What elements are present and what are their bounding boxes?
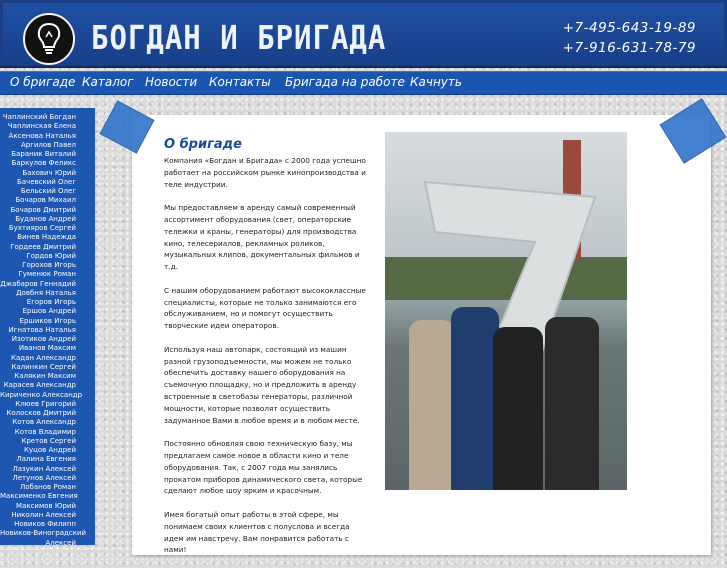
person-3	[493, 327, 543, 490]
paragraph: Постоянно обновляя свою техническую базу, мы предлагаем самое новое в области кино и теле оборудования. Так, с 2007 года мы занялись прокатом приборов динамического света, которые сделают любое шоу ярким и красочным.	[164, 439, 363, 496]
sidebar-member-link[interactable]: Чаплинская Елена	[7, 122, 76, 131]
sidebar-member-link[interactable]: Николин Алексей	[11, 510, 76, 519]
sidebar-member-link[interactable]: Колосков Дмитрий	[6, 409, 76, 417]
sidebar-member-link[interactable]: Новиков-Виноградский	[0, 529, 87, 538]
sidebar-member-link[interactable]: Бухтияров Сергей	[8, 224, 76, 232]
sidebar-member-link[interactable]: Клюев Григорий	[15, 399, 76, 408]
paragraph: Имея богатый опыт работы в этой сфере, мы понимаем своих клиентов с полуслова и всегда идем им навстречу. Вам понравится работать с нами!	[164, 509, 350, 555]
sidebar-member-link[interactable]: Гордов Юрий	[26, 251, 76, 260]
sidebar-member-link[interactable]: Бахович Юрий	[22, 168, 76, 177]
sidebar-member-link[interactable]: Винев Надежда	[17, 233, 76, 242]
sidebar-member-link[interactable]: Лобанов Роман	[19, 483, 76, 491]
team-sidebar	[0, 108, 95, 545]
sidebar-member-link[interactable]: Джабаров Геннадий	[0, 279, 76, 288]
sidebar-member-link[interactable]: Бочаров Михаил	[15, 196, 76, 205]
sidebar-member-link[interactable]: Кретов Сергей	[21, 436, 76, 445]
sidebar-member-link[interactable]: Игнатова Наталья	[8, 325, 76, 334]
sidebar-member-link[interactable]: Лазукин Алексей	[12, 464, 76, 473]
sidebar-member-link[interactable]: Гордеев Дмитрий	[10, 242, 76, 251]
sidebar-member-link[interactable]: Калинкин Сергей	[11, 362, 76, 371]
sidebar-member-link[interactable]: Горохов Игорь	[22, 261, 76, 269]
phone-number-2: +7-916-631-78-79	[562, 40, 696, 56]
sidebar-member-link[interactable]: Куцов Андрей	[23, 446, 76, 454]
sidebar-member-link[interactable]: Гуменюк Роман	[18, 270, 76, 279]
sidebar-member-link[interactable]: Котов Александр	[12, 418, 76, 427]
sidebar-member-link[interactable]: Бельский Олег	[20, 187, 76, 195]
nav-brigade-at-work[interactable]: Бригада на работе	[285, 75, 405, 89]
sidebar-member-link[interactable]: Баркулов Феликс	[11, 159, 76, 168]
sidebar-member-link[interactable]: Ершов Андрей	[22, 307, 76, 316]
sidebar-member-link[interactable]: Максимов Юрий	[16, 501, 76, 510]
team-list	[0, 108, 95, 545]
person-1	[409, 320, 455, 490]
sidebar-member-link[interactable]: Бараник Виталий	[11, 150, 76, 158]
sidebar-member-link[interactable]: Новиков Филипп	[14, 520, 76, 528]
person-4	[545, 317, 599, 490]
nav-news[interactable]: Новости	[145, 75, 198, 89]
phone-number-1: +7-495-643-19-89	[562, 20, 696, 36]
paragraph: Компания «Богдан и Бригада» с 2000 года успешно работает на российском рынке кинопроизводства и теле индустрии.	[164, 156, 366, 189]
sidebar-member-link[interactable]: Буданов Андрей	[15, 214, 76, 223]
site-header	[0, 0, 727, 68]
sidebar-member-link[interactable]: Довбня Наталья	[16, 288, 76, 297]
paragraph: Используя наш автопарк, состоящий из машин разной грузоподъемности, мы можем не только обеспечить доставку нашего оборудования на съемочную площадку, но и предложить в аренду встроенные в светобазы генераторы, различной мощности, которые позволят осуществить задуманное Вами в любое время и в любом месте.	[164, 344, 360, 425]
team-photo	[385, 132, 627, 490]
main-nav	[0, 71, 727, 95]
person-2	[451, 307, 499, 490]
sidebar-member-link[interactable]: Егоров Игорь	[26, 298, 76, 306]
sidebar-member-link[interactable]: Ершиков Игорь	[19, 316, 76, 325]
about-text	[164, 155, 370, 568]
sidebar-member-link[interactable]: Кириченко Александр	[0, 390, 83, 399]
sidebar-member-link[interactable]: Бочаров Дмитрий	[10, 205, 76, 214]
sidebar-member-link[interactable]: Иванов Максим	[18, 344, 76, 353]
sidebar-member-link[interactable]: Лалина Евгения	[16, 455, 76, 464]
sidebar-member-link[interactable]: Бачевский Олег	[16, 177, 76, 186]
paragraph: Мы предоставляем в аренду самый современный ассортимент оборудования (свет, операторские тележки и краны, генераторы) для производства кино, телесериалов, рекламных роликов, музыкальных клипов, документальных фильмов и т.д.	[164, 203, 360, 272]
sidebar-member-link[interactable]: Аргилов Павел	[20, 140, 76, 149]
nav-catalog[interactable]: Каталог	[82, 75, 134, 89]
sidebar-member-link[interactable]: Максименко Евгения	[0, 492, 78, 501]
sidebar-member-link[interactable]: Чаплинский Богдан	[2, 113, 76, 121]
sidebar-member-link[interactable]: Изотиков Андрей	[11, 335, 76, 343]
header-banner	[3, 3, 724, 63]
sidebar-member-link[interactable]: Котов Владимир	[14, 427, 76, 436]
nav-contacts[interactable]: Контакты	[209, 75, 271, 89]
brand-title[interactable]: БОГДАН И БРИГАДА	[91, 18, 387, 58]
phone-list	[563, 18, 696, 58]
lightbulb-logo-icon[interactable]	[23, 13, 75, 65]
sidebar-member-link[interactable]: Калякин Максим	[14, 372, 76, 380]
nav-about[interactable]: О бригаде	[10, 75, 76, 89]
sidebar-member-link[interactable]: Карасев Александр	[3, 381, 76, 390]
sidebar-member-link[interactable]: Кадан Александр	[11, 353, 76, 362]
sidebar-member-link[interactable]: Аксенова Наталья	[8, 131, 76, 140]
sidebar-member-link[interactable]: Алексей	[45, 538, 76, 545]
sidebar-member-link[interactable]: Летунов Алексей	[12, 473, 76, 482]
nav-download[interactable]: Качнуть	[410, 75, 462, 89]
paragraph: С нашим оборудованием работают высококлассные специалисты, которые не только занимаются его обслуживанием, но и помогут осуществить творческие идеи операторов.	[164, 285, 366, 331]
page-title: О бригаде	[164, 137, 242, 152]
